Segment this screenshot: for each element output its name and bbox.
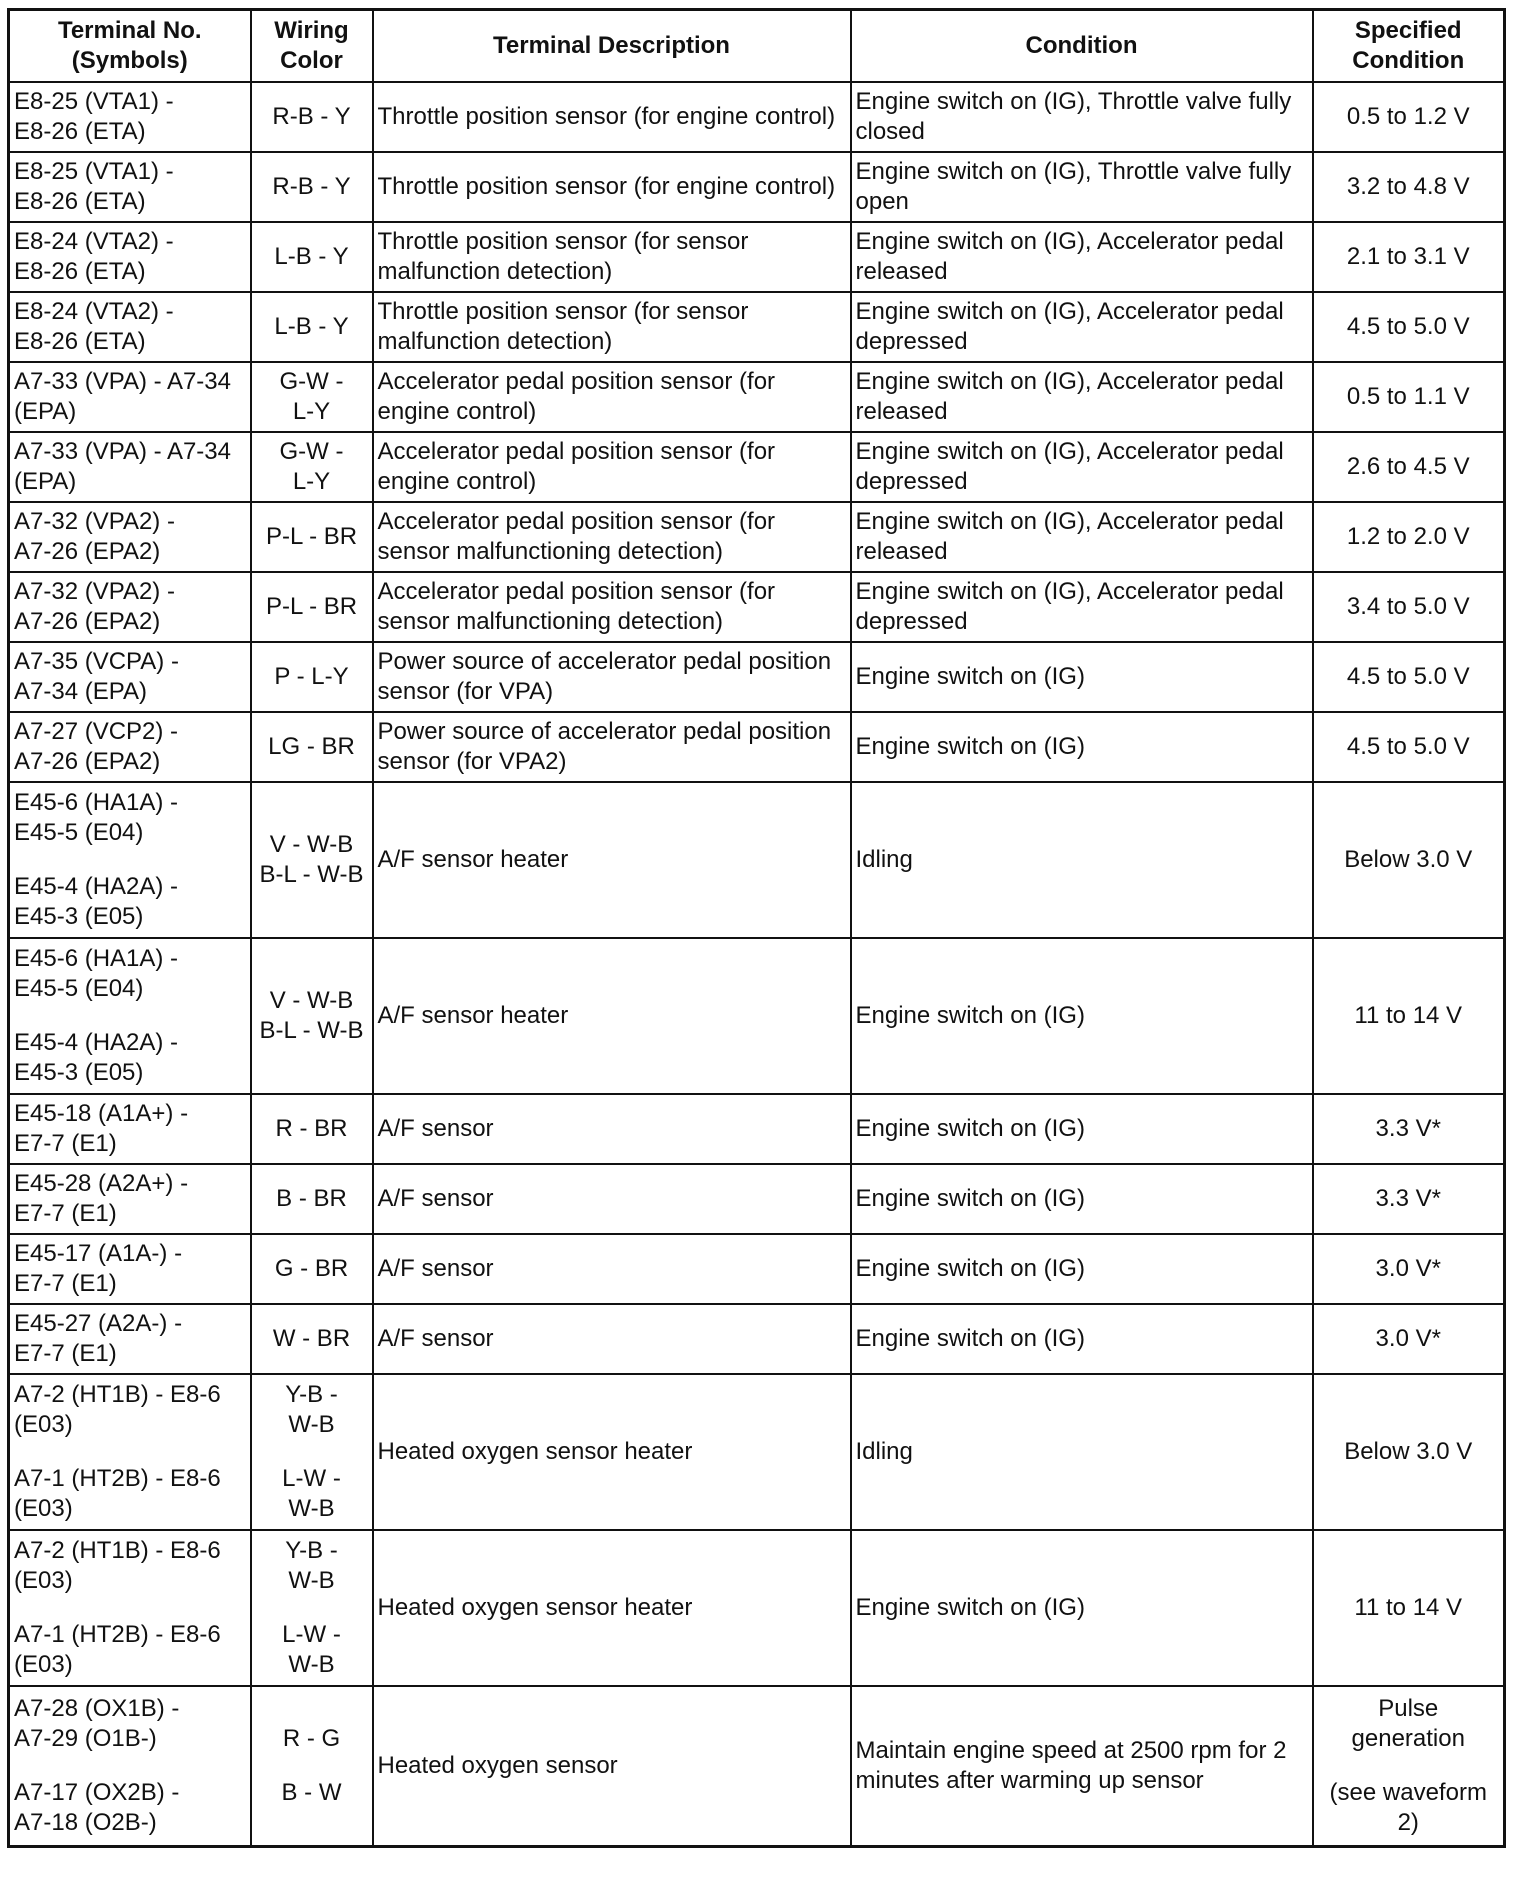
table-row (9, 1374, 1505, 1530)
cell-terminal-line: A7-29 (O1B-) (14, 1725, 157, 1752)
cell-specified-line: 2) (1397, 1809, 1419, 1836)
cell-terminal-line: E45-17 (A1A-) - (14, 1240, 183, 1267)
cell-wiring (251, 572, 373, 642)
cell-specified (1313, 572, 1505, 642)
cell-terminal-line: A7-2 (HT1B) - E8-6 (14, 1381, 221, 1408)
cell-terminal-line: A7-2 (HT1B) - E8-6 (14, 1537, 221, 1564)
table-row (9, 1164, 1505, 1234)
cell-wiring (251, 1094, 373, 1164)
cell-description: A/F sensor heater (373, 782, 851, 938)
cell-terminal-line: (E03) (14, 1651, 73, 1678)
cell-specified-line: (see waveform (1329, 1779, 1487, 1806)
cell-description: Heated oxygen sensor heater (373, 1530, 851, 1686)
cell-wiring-line: G-W - (279, 438, 344, 465)
cell-terminal-line: A7-26 (EPA2) (14, 538, 161, 565)
cell-terminal (9, 1530, 251, 1686)
cell-specified (1313, 1530, 1505, 1686)
cell-terminal-line: A7-27 (VCP2) - (14, 718, 179, 745)
cell-terminal-line: A7-17 (OX2B) - (14, 1779, 180, 1806)
cell-wiring (251, 642, 373, 712)
cell-terminal (9, 222, 251, 292)
table-row (9, 1686, 1505, 1847)
cell-specified (1313, 502, 1505, 572)
cell-terminal-line (14, 1754, 246, 1778)
cell-description: A/F sensor heater (373, 938, 851, 1094)
cell-specified-line: generation (1351, 1725, 1465, 1752)
cell-wiring (251, 1374, 373, 1530)
cell-description: Power source of accelerator pedal position sensor (for VPA2) (373, 712, 851, 782)
cell-terminal-line: E8-25 (VTA1) - (14, 88, 174, 115)
cell-specified (1313, 938, 1505, 1094)
header-specified (1313, 10, 1505, 83)
cell-terminal-line: E45-4 (HA2A) - (14, 1029, 179, 1056)
cell-terminal-line (14, 1440, 246, 1464)
cell-wiring (251, 782, 373, 938)
cell-specified-line: 3.2 to 4.8 V (1346, 173, 1470, 200)
cell-condition: Engine switch on (IG) (851, 1304, 1313, 1374)
cell-terminal (9, 362, 251, 432)
cell-description: A/F sensor (373, 1164, 851, 1234)
cell-wiring-line: V - W-B (269, 987, 354, 1014)
table-row (9, 292, 1505, 362)
cell-terminal-line (14, 1596, 246, 1620)
cell-wiring-line (256, 1596, 368, 1620)
cell-terminal (9, 1234, 251, 1304)
cell-condition: Engine switch on (IG), Accelerator pedal released (851, 502, 1313, 572)
table-row (9, 432, 1505, 502)
cell-terminal-line: A7-26 (EPA2) (14, 748, 161, 775)
cell-condition: Engine switch on (IG) (851, 712, 1313, 782)
cell-specified-line: 0.5 to 1.1 V (1346, 383, 1470, 410)
cell-specified-line: Below 3.0 V (1344, 846, 1473, 873)
cell-wiring-line: R-B - Y (272, 103, 351, 130)
cell-terminal-line: A7-32 (VPA2) - (14, 578, 175, 605)
cell-wiring (251, 712, 373, 782)
cell-terminal-line (14, 848, 246, 872)
cell-terminal-line: (E03) (14, 1567, 73, 1594)
table-row (9, 1094, 1505, 1164)
cell-terminal-line: A7-26 (EPA2) (14, 608, 161, 635)
cell-description: Accelerator pedal position sensor (for sensor malfunctioning detection) (373, 502, 851, 572)
cell-terminal (9, 292, 251, 362)
cell-description: Accelerator pedal position sensor (for engine control) (373, 432, 851, 502)
cell-terminal-line: E45-28 (A2A+) - (14, 1170, 189, 1197)
header-terminal (9, 10, 251, 83)
header-terminal-line1: Terminal No. (57, 17, 202, 44)
cell-terminal-line: A7-1 (HT2B) - E8-6 (14, 1621, 221, 1648)
cell-description: Heated oxygen sensor heater (373, 1374, 851, 1530)
table-body (9, 82, 1505, 1847)
cell-terminal (9, 642, 251, 712)
cell-terminal (9, 712, 251, 782)
cell-wiring (251, 222, 373, 292)
cell-terminal-line: A7-35 (VCPA) - (14, 648, 179, 675)
cell-wiring (251, 1530, 373, 1686)
cell-terminal (9, 1686, 251, 1847)
cell-wiring-line: W-B (288, 1411, 335, 1438)
cell-condition: Engine switch on (IG), Throttle valve fully open (851, 152, 1313, 222)
cell-wiring-line: B - W (281, 1779, 342, 1806)
cell-specified (1313, 1164, 1505, 1234)
cell-terminal-line: (EPA) (14, 398, 77, 425)
cell-wiring-line: Y-B - (285, 1381, 338, 1408)
cell-specified-line: 3.4 to 5.0 V (1346, 593, 1470, 620)
cell-terminal-line: E45-3 (E05) (14, 1059, 144, 1086)
cell-wiring-line: B-L - W-B (259, 1017, 364, 1044)
cell-terminal (9, 432, 251, 502)
table-row (9, 782, 1505, 938)
table-row (9, 152, 1505, 222)
cell-terminal-line: E45-6 (HA1A) - (14, 945, 179, 972)
cell-wiring (251, 152, 373, 222)
cell-terminal-line: E45-4 (HA2A) - (14, 873, 179, 900)
cell-terminal (9, 1094, 251, 1164)
cell-terminal-line: E7-7 (E1) (14, 1130, 117, 1157)
cell-condition: Idling (851, 782, 1313, 938)
cell-condition: Engine switch on (IG) (851, 1530, 1313, 1686)
cell-terminal-line: E7-7 (E1) (14, 1200, 117, 1227)
cell-terminal-line: E8-24 (VTA2) - (14, 228, 174, 255)
cell-wiring (251, 1304, 373, 1374)
cell-specified-line: 11 to 14 V (1354, 1594, 1463, 1621)
table-row (9, 572, 1505, 642)
cell-terminal-line: E8-26 (ETA) (14, 188, 146, 215)
cell-wiring (251, 82, 373, 152)
cell-condition: Maintain engine speed at 2500 rpm for 2 minutes after warming up sensor (851, 1686, 1313, 1847)
cell-terminal-line: A7-32 (VPA2) - (14, 508, 175, 535)
cell-terminal (9, 782, 251, 938)
cell-specified (1313, 292, 1505, 362)
cell-terminal-line: E8-26 (ETA) (14, 118, 146, 145)
header-specified-line2: Condition (1352, 47, 1465, 74)
cell-wiring-line: W-B (288, 1495, 335, 1522)
table-row (9, 642, 1505, 712)
cell-condition: Engine switch on (IG), Accelerator pedal depressed (851, 572, 1313, 642)
cell-wiring-line: L-B - Y (274, 243, 349, 270)
header-specified-line1: Specified (1354, 17, 1462, 44)
cell-wiring-line: P-L - BR (265, 593, 358, 620)
header-condition: Condition (851, 10, 1313, 83)
cell-terminal (9, 1374, 251, 1530)
cell-terminal (9, 1304, 251, 1374)
cell-specified (1313, 82, 1505, 152)
cell-wiring-line: W-B (288, 1651, 335, 1678)
cell-wiring-line: L-Y (292, 398, 331, 425)
cell-wiring (251, 362, 373, 432)
cell-specified (1313, 1304, 1505, 1374)
cell-description: A/F sensor (373, 1304, 851, 1374)
cell-description: Power source of accelerator pedal position sensor (for VPA) (373, 642, 851, 712)
cell-wiring-line: LG - BR (268, 733, 355, 760)
cell-description: Accelerator pedal position sensor (for sensor malfunctioning detection) (373, 572, 851, 642)
cell-wiring-line: L-B - Y (274, 313, 349, 340)
cell-specified (1313, 1374, 1505, 1530)
terminal-spec-table (7, 8, 1506, 1848)
cell-wiring-line: W-B (288, 1567, 335, 1594)
cell-terminal-line: (E03) (14, 1411, 73, 1438)
cell-wiring (251, 938, 373, 1094)
table-row (9, 222, 1505, 292)
cell-specified (1313, 362, 1505, 432)
table-row (9, 362, 1505, 432)
cell-condition: Engine switch on (IG), Accelerator pedal released (851, 222, 1313, 292)
cell-terminal-line: A7-33 (VPA) - A7-34 (14, 438, 231, 465)
header-terminal-line2: (Symbols) (71, 47, 188, 74)
cell-specified-line (1318, 1754, 1500, 1778)
cell-terminal-line: A7-1 (HT2B) - E8-6 (14, 1465, 221, 1492)
cell-specified (1313, 432, 1505, 502)
cell-wiring-line: G-W - (279, 368, 344, 395)
cell-terminal (9, 938, 251, 1094)
cell-wiring-line: R - BR (275, 1115, 348, 1142)
cell-specified-line: Pulse (1378, 1695, 1439, 1722)
cell-specified-line: 2.1 to 3.1 V (1346, 243, 1470, 270)
cell-terminal (9, 1164, 251, 1234)
cell-condition: Engine switch on (IG) (851, 1234, 1313, 1304)
cell-wiring-line: P-L - BR (265, 523, 358, 550)
cell-condition: Engine switch on (IG), Accelerator pedal depressed (851, 292, 1313, 362)
cell-wiring-line (256, 1754, 368, 1778)
cell-terminal-line: A7-18 (O2B-) (14, 1809, 157, 1836)
cell-wiring-line: Y-B - (285, 1537, 338, 1564)
cell-condition: Engine switch on (IG), Accelerator pedal released (851, 362, 1313, 432)
cell-specified-line: 3.3 V* (1375, 1115, 1441, 1142)
cell-terminal (9, 502, 251, 572)
cell-terminal-line: E45-3 (E05) (14, 903, 144, 930)
cell-wiring (251, 502, 373, 572)
cell-description: A/F sensor (373, 1094, 851, 1164)
cell-terminal (9, 82, 251, 152)
table-row (9, 1530, 1505, 1686)
cell-wiring-line: W - BR (272, 1325, 351, 1352)
table-row (9, 712, 1505, 782)
cell-wiring (251, 1164, 373, 1234)
cell-wiring-line: P - L-Y (274, 663, 349, 690)
cell-wiring-line: L-Y (292, 468, 331, 495)
cell-terminal-line: E7-7 (E1) (14, 1340, 117, 1367)
cell-specified-line: 3.0 V* (1375, 1325, 1441, 1352)
cell-terminal-line: E8-26 (ETA) (14, 258, 146, 285)
cell-wiring (251, 432, 373, 502)
cell-specified (1313, 1234, 1505, 1304)
cell-specified (1313, 712, 1505, 782)
header-description: Terminal Description (373, 10, 851, 83)
cell-condition: Idling (851, 1374, 1313, 1530)
cell-wiring (251, 1234, 373, 1304)
cell-condition: Engine switch on (IG) (851, 1164, 1313, 1234)
cell-description: Accelerator pedal position sensor (for engine control) (373, 362, 851, 432)
cell-terminal-line: E45-18 (A1A+) - (14, 1100, 189, 1127)
cell-terminal-line: A7-33 (VPA) - A7-34 (14, 368, 231, 395)
cell-terminal-line: E45-5 (E04) (14, 819, 144, 846)
cell-terminal-line: E45-27 (A2A-) - (14, 1310, 183, 1337)
cell-specified-line: 4.5 to 5.0 V (1346, 733, 1470, 760)
cell-specified-line: 3.0 V* (1375, 1255, 1441, 1282)
cell-terminal-line: E7-7 (E1) (14, 1270, 117, 1297)
table-row (9, 938, 1505, 1094)
cell-terminal-line: (EPA) (14, 468, 77, 495)
cell-description: Throttle position sensor (for sensor malfunction detection) (373, 292, 851, 362)
cell-description: A/F sensor (373, 1234, 851, 1304)
cell-specified (1313, 782, 1505, 938)
cell-description: Heated oxygen sensor (373, 1686, 851, 1847)
cell-specified (1313, 222, 1505, 292)
cell-terminal (9, 572, 251, 642)
cell-condition: Engine switch on (IG) (851, 642, 1313, 712)
cell-specified (1313, 1686, 1505, 1847)
cell-wiring (251, 292, 373, 362)
cell-wiring-line (256, 1440, 368, 1464)
cell-description: Throttle position sensor (for engine control) (373, 82, 851, 152)
cell-wiring-line: V - W-B (269, 831, 354, 858)
cell-terminal (9, 152, 251, 222)
cell-wiring-line: B - BR (276, 1185, 347, 1212)
cell-wiring-line: L-W - (282, 1465, 341, 1492)
cell-terminal-line: E45-6 (HA1A) - (14, 789, 179, 816)
cell-terminal-line: E45-5 (E04) (14, 975, 144, 1002)
cell-specified-line: 3.3 V* (1375, 1185, 1441, 1212)
cell-description: Throttle position sensor (for engine control) (373, 152, 851, 222)
header-wiring-line2: Color (280, 47, 343, 74)
cell-specified-line: 11 to 14 V (1354, 1002, 1463, 1029)
table-row (9, 82, 1505, 152)
cell-wiring-line: R - G (282, 1725, 341, 1752)
cell-wiring-line: L-W - (282, 1621, 341, 1648)
cell-specified (1313, 642, 1505, 712)
cell-specified-line: Below 3.0 V (1344, 1438, 1473, 1465)
cell-condition: Engine switch on (IG), Throttle valve fully closed (851, 82, 1313, 152)
cell-wiring-line: G - BR (274, 1255, 349, 1282)
cell-wiring-line: B-L - W-B (259, 861, 364, 888)
cell-specified (1313, 1094, 1505, 1164)
cell-terminal-line: A7-34 (EPA) (14, 678, 147, 705)
cell-description: Throttle position sensor (for sensor malfunction detection) (373, 222, 851, 292)
cell-specified-line: 1.2 to 2.0 V (1346, 523, 1470, 550)
header-wiring (251, 10, 373, 83)
cell-wiring-line: R-B - Y (272, 173, 351, 200)
cell-terminal-line: E8-24 (VTA2) - (14, 298, 174, 325)
cell-specified (1313, 152, 1505, 222)
cell-condition: Engine switch on (IG), Accelerator pedal depressed (851, 432, 1313, 502)
header-row (9, 10, 1505, 83)
cell-specified-line: 4.5 to 5.0 V (1346, 313, 1470, 340)
cell-specified-line: 2.6 to 4.5 V (1346, 453, 1470, 480)
header-wiring-line1: Wiring (274, 17, 349, 44)
cell-terminal-line: E8-25 (VTA1) - (14, 158, 174, 185)
cell-terminal-line (14, 1004, 246, 1028)
cell-wiring (251, 1686, 373, 1847)
table-row (9, 1234, 1505, 1304)
table-row (9, 1304, 1505, 1374)
cell-terminal-line: (E03) (14, 1495, 73, 1522)
cell-terminal-line: E8-26 (ETA) (14, 328, 146, 355)
cell-condition: Engine switch on (IG) (851, 1094, 1313, 1164)
table-row (9, 502, 1505, 572)
cell-terminal-line: A7-28 (OX1B) - (14, 1695, 180, 1722)
cell-specified-line: 4.5 to 5.0 V (1346, 663, 1470, 690)
cell-specified-line: 0.5 to 1.2 V (1346, 103, 1470, 130)
cell-condition: Engine switch on (IG) (851, 938, 1313, 1094)
